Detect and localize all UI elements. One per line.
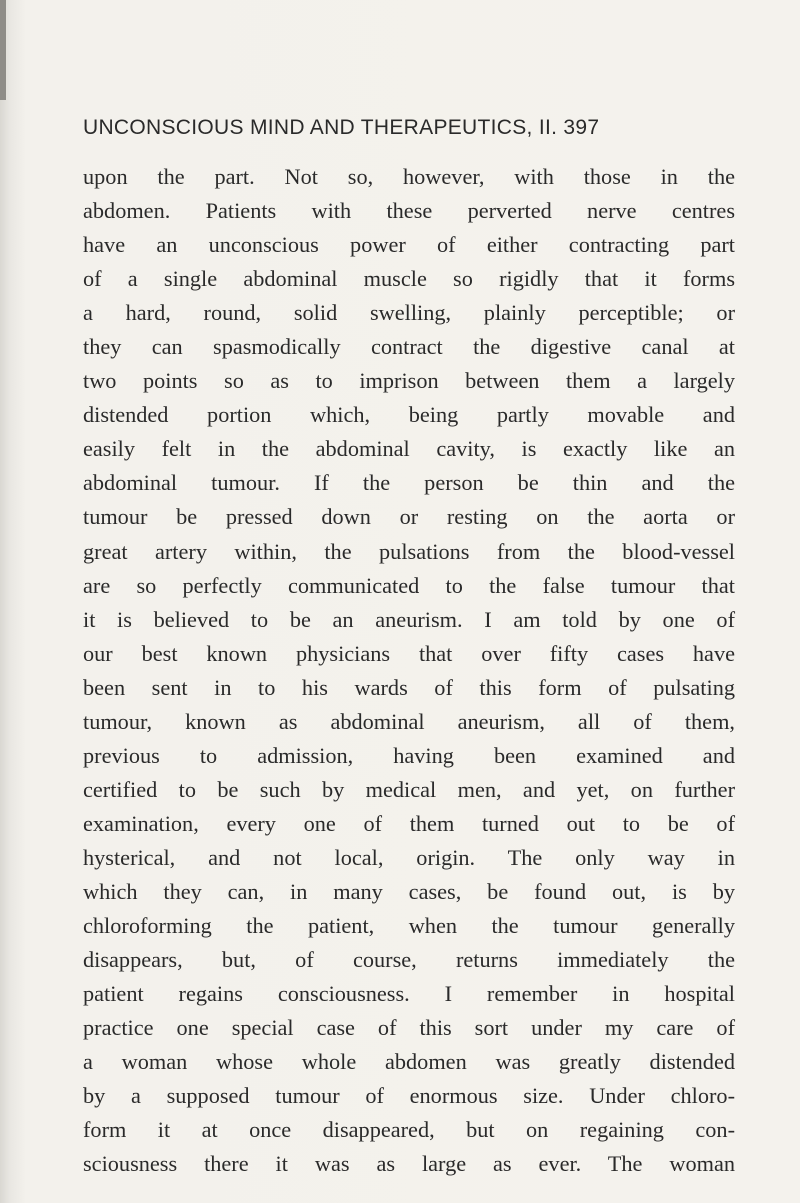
text-line: a woman whose whole abdomen was greatly distended [83,1049,735,1075]
text-line: certified to be such by medical men, and yet, on further [83,776,735,802]
text-line: our best known physicians that over fifty cases have [83,640,735,666]
text-line: patient regains consciousness. I remember in hospital [83,981,735,1007]
text-line: abdomen. Patients with these perverted nerve centres [83,198,735,224]
text-line: been sent in to his wards of this form of pulsating [83,674,735,700]
text-line: two points so as to imprison between them a largely [83,368,735,394]
body-text [83,160,735,1181]
text-line: examination, every one of them turned out to be of [83,810,735,836]
text-line: previous to admission, having been examined and [83,742,735,768]
running-head: UNCONSCIOUS MIND AND THERAPEUTICS, II. 397 [83,116,600,139]
text-line: easily felt in the abdominal cavity, is exactly like an [83,436,735,462]
text-line: disappears, but, of course, returns immediately the [83,947,735,973]
text-line: it is believed to be an aneurism. I am told by one of [83,606,735,632]
text-line: are so perfectly communicated to the false tumour that [83,572,735,598]
text-line: chloroforming the patient, when the tumour generally [83,913,735,939]
text-line: hysterical, and not local, origin. The only way in [83,844,735,870]
text-line: upon the part. Not so, however, with those in the [83,164,735,189]
text-line: a hard, round, solid swelling, plainly perceptible; or [83,300,735,326]
text-line: sciousness there it was as large as ever. The woman [83,1151,735,1177]
text-line: by a supposed tumour of enormous size. Under chloro- [83,1083,735,1109]
text-line: tumour be pressed down or resting on the aorta or [83,504,735,530]
text-line: tumour, known as abdominal aneurism, all of them, [83,708,735,734]
text-line: distended portion which, being partly movable and [83,402,735,428]
text-line: great artery within, the pulsations from the blood-vessel [83,538,735,564]
text-line: practice one special case of this sort under my care of [83,1015,735,1041]
text-line: they can spasmodically contract the digestive canal at [83,334,735,360]
text-line: of a single abdominal muscle so rigidly that it forms [83,266,735,292]
binding-shadow [0,0,6,100]
text-line: which they can, in many cases, be found out, is by [83,878,735,904]
text-line: form it at once disappeared, but on regaining con- [83,1117,735,1143]
text-line: abdominal tumour. If the person be thin and the [83,470,735,496]
text-line: have an unconscious power of either contracting part [83,232,735,258]
